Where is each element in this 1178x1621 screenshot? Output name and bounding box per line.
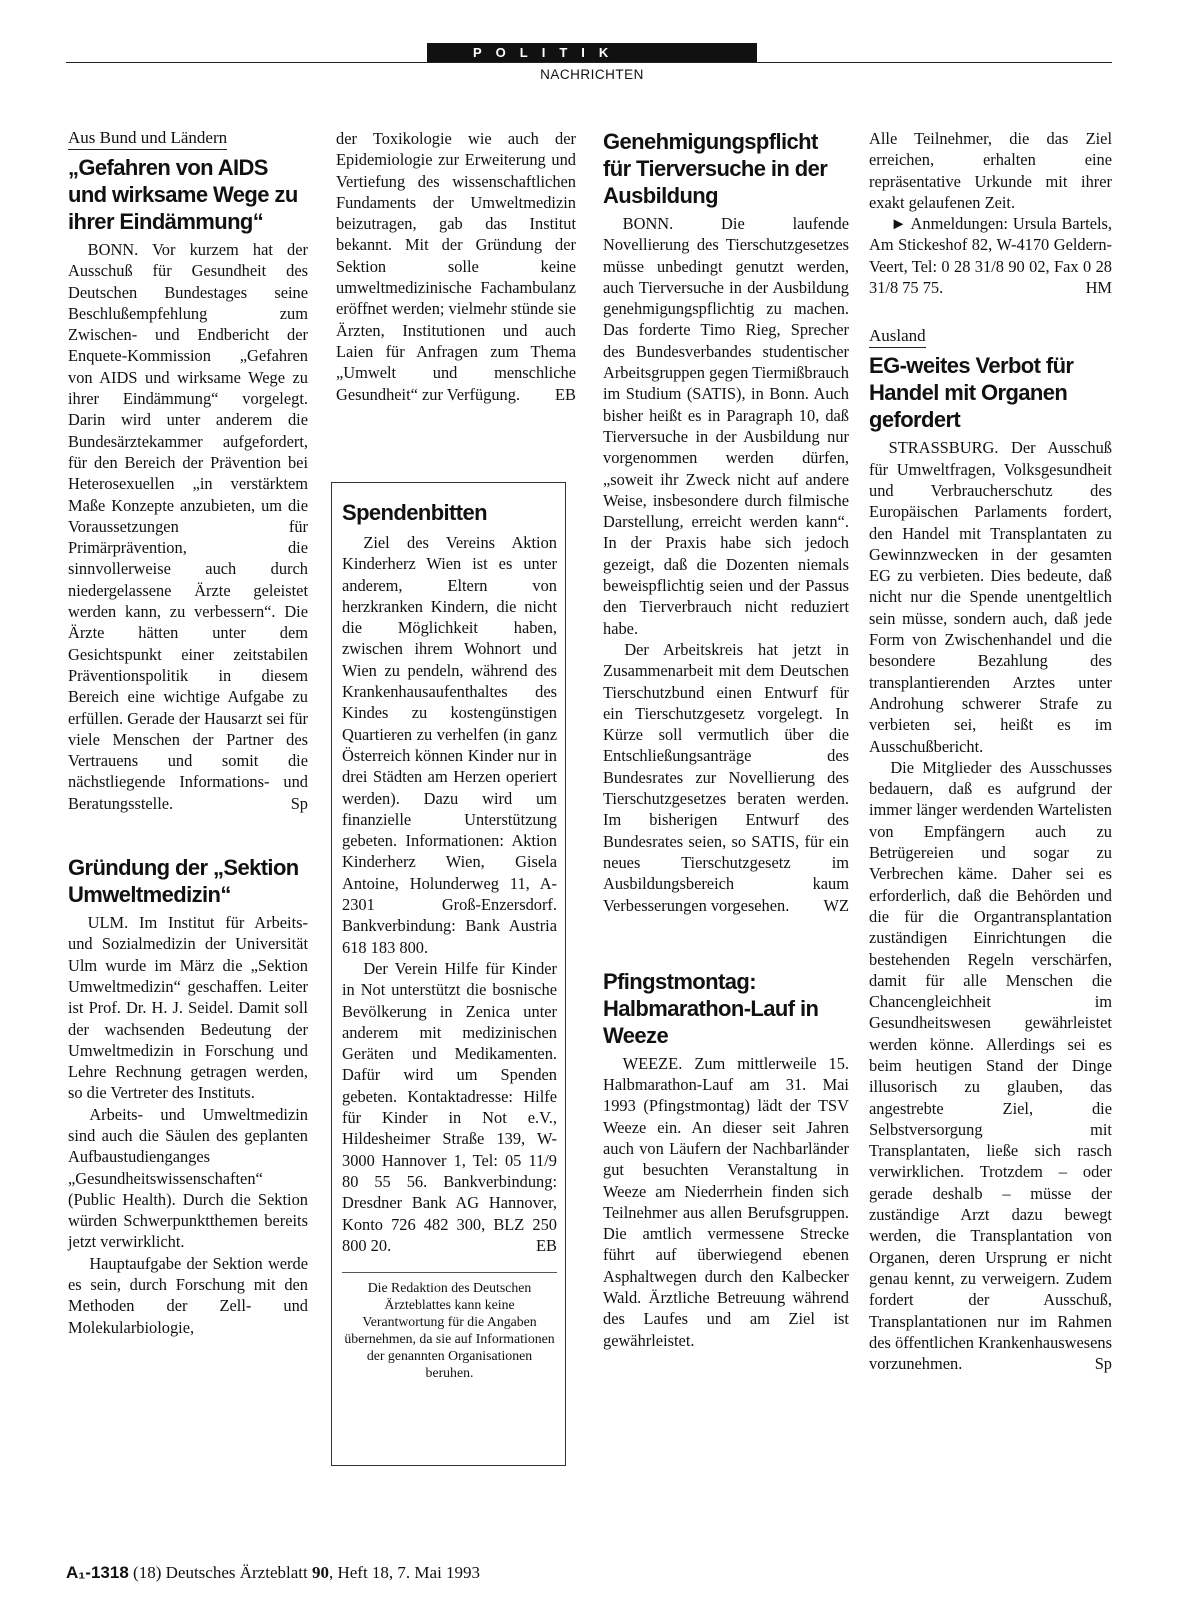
paragraph-pfingst-1: WEEZE. Zum mittlerweile 15. Halbmarathon-Lauf am 31. Mai 1993 (Pfingstmontag) lädt der TSV Weeze ein. An dieser seit Jahren auch von Läufern der Nachbarländer gut besuchten Veranstaltung in Weeze am Niederrhein finden sich Teilnehmer aus allen Berufsgruppen. Die amtlich vermessene Strecke führt auf überwiegend ebenen Asphaltwegen durch den Kalbecker Wald. Ärztliche Betreuung während des Laufes und am Ziel ist gewährleistet.	[603, 1053, 849, 1350]
signature-pfingst: HM	[1085, 278, 1112, 298]
box-spendenbitten	[331, 482, 566, 1466]
paragraph-spenden-2: Der Verein Hilfe für Kinder in Not unterstützt die bosnische Bevölkerung in Zenica unter anderem mit medizinischen Geräten und Medikamenten. Dafür wird um Spenden gebeten. Kontaktadresse: Hilfe für Kinder in Not e.V., Hildesheimer Straße 139, W-3000 Hannover 1, Tel: 05 11/9 80 55 56. Bankverbindung: Dresdner Bank AG Hannover, Konto 726 482 300, BLZ 250 800 20. EB	[342, 958, 557, 1255]
headline-organe: EG-weites Verbot für Handel mit Organen gefordert	[869, 353, 1074, 433]
column-2	[336, 128, 576, 405]
page-id: A₁-1318	[66, 1563, 129, 1582]
paragraph-umwelt-1: ULM. Im Institut für Arbeits- und Sozialmedizin der Universität Ulm wurde im März die „Sektion Umweltmedizin“ geschaffen. Leiter ist Prof. Dr. H. J. Seidel. Damit soll der wachsenden Bedeutung der Umweltmedizin in Forschung und Lehre Rechnung getragen werden, so die Vertreter des Instituts.	[68, 913, 308, 1103]
kicker-ausland: Ausland	[869, 326, 926, 348]
paragraph-aids-1: BONN. Vor kurzem hat der Ausschuß für Gesundheit des Deutschen Bundestages seine Beschlußempfehlung zum Zwischen- und Endbericht der Enquete-Kommission „Gefahren von AIDS und wirksame Wege zu ihrer Eindämmung“ vorgelegt. Darin wird unter anderem die Bundesärztekammer aufgefordert, für den Bereich der Prävention bei Heterosexuellen „in verstärktem Maße Konzepte anzubieten, um die Voraussetzungen für Primärprävention, die sinnvollerweise auch durch niedergelassene Ärzte geleistet werden kann, zu verbessern“. Die Ärzte hätten unter dem Gesichtspunkt einer zeitstabilen Präventionspolitik in diesem Bereich eine wichtige Aufgabe zu erfüllen. Gerade der Hausarzt sei für viele Menschen der Partner des Vertrauens und somit die nächstliegende Informations- und Beratungsstelle. Sp	[68, 240, 308, 813]
section-bar: POLITIK	[427, 43, 757, 63]
paragraph-organe-1: STRASSBURG. Der Ausschuß für Umweltfragen, Volksgesundheit und Verbraucherschutz des Europäischen Parlaments fordert, den Handel mit Transplantaten zu Gewinnzwecken in der gesamten EG zu verbieten. Dies bedeute, daß nicht nur die Spende unentgeltlich sein müsse, sondern auch, daß jede Form von Zwischenhandel und die besondere Bezahlung des transplantierenden Arztes unter Androhung schwerer Strafe zu verbieten sei, heißt es im Ausschußbericht.	[869, 438, 1112, 756]
paragraph-pfingst-3: ► Anmeldungen: Ursula Bartels, Am Stickeshof 82, W-4170 Geldern-Veert, Tel: 0 28 31/8 90 02, Fax 0 28 31/8 75 75. HM	[869, 214, 1112, 298]
signature-tier: WZ	[823, 895, 849, 915]
headline-spenden: Spendenbitten	[342, 500, 487, 525]
headline-tierversuche: Genehmigungspflicht für Tierversuche in der Ausbildung	[603, 129, 828, 208]
headline-aids: „Gefahren von AIDS und wirksame Wege zu ihrer Eindämmung“	[68, 155, 298, 234]
top-rule	[66, 62, 1112, 63]
paragraph-tier-1: BONN. Die laufende Novellierung des Tierschutzgesetzes müsse unbedingt genutzt werden, auch Tierversuche in der Ausbildung genehmigungspflichtig zu machen. Das forderte Timo Rieg, Sprecher des Bundesverbandes studentischer Arbeitsgruppen gegen Tiermißbrauch im Studium (SATIS), in Bonn. Auch bisher heißt es in Paragraph 10, daß Tierversuche in der Ausbildung nur vorgenommen werden dürfen, „soweit ihr Zweck nicht auf andere Weise, insbesondere durch filmische Darstellung, erreicht werden kann“. In der Praxis habe sich jedoch gezeigt, daß die Dozenten niemals beweispflichtig seien und der Passus den Tierverbrauch nicht reduziert habe.	[603, 214, 849, 638]
kicker-aids: Aus Bund und Ländern	[68, 128, 227, 150]
paragraph-umwelt-3: Hauptaufgabe der Sektion werde es sein, durch Forschung mit den Methoden der Zell- und Molekularbiologie,	[68, 1253, 308, 1337]
signature-umwelt: EB	[555, 384, 576, 404]
column-1	[68, 128, 308, 1338]
paragraph-umwelt-2: Arbeits- und Umweltmedizin sind auch die Säulen des geplanten Aufbaustudienganges „Gesundheitswissenschaften“ (Public Health). Durch die Sektion würden Schwerpunktthemen bereits jetzt verwirklicht.	[68, 1104, 308, 1252]
disclaimer: Die Redaktion des Deutschen Ärzteblattes kann keine Verantwortung für die Angaben übernehmen, da sie auf Informationen der genannten Organisationen beruhen.	[342, 1272, 557, 1381]
paragraph-tier-2: Der Arbeitskreis hat jetzt in Zusammenarbeit mit dem Deutschen Tierschutzbund einen Entwurf für ein Tierschutzgesetz vorgelegt. In Kürze soll vermutlich über die Entschließungsanträge des Bundesrates zur Novellierung des Tierschutzgesetzes beraten werden. Im bisherigen Entwurf des Bundesrates seien, so SATIS, für ein neues Tierschutzgesetz im Ausbildungsbereich kaum Verbesserungen vorgesehen. WZ	[603, 639, 849, 915]
paragraph-organe-2: Die Mitglieder des Ausschusses bedauern, daß es aufgrund der immer länger werdenden Wartelisten von Empfängern auch zu Betrügereien und sogar zu Verbrechen käme. Daher sei es erforderlich, daß die Behörden und die für die Organtransplantation zuständigen Einrichtungen die bestehenden Regeln verschärfen, damit für alle Menschen die Chancengleichheit im Gesundheitswesen gewährleistet werden könne. Allerdings sei es beim heutigen Stand der Dinge illusorisch zu glauben, das angestrebte Ziel, die Selbstversorgung mit Transplantaten, ließe sich rasch verwirklichen. Trotzdem – oder gerade deshalb – müsse der zuständige Arzt dazu bewegt werden, die Transplantation von Organen, deren Ursprung er nicht genau kennt, zu verweigern. Zudem fordert der Ausschuß, Transplantationen nur im Rahmen des öffentlichen Krankenhauswesens vorzunehmen. Sp	[869, 757, 1112, 1374]
headline-umwelt: Gründung der „Sektion Umweltmedizin“	[68, 855, 299, 908]
citation-suffix: , Heft 18, 7. Mai 1993	[328, 1563, 481, 1582]
paragraph-spenden-1: Ziel des Vereins Aktion Kinderherz Wien ist es unter anderem, Eltern von herzkranken Kindern, die nicht die Möglichkeit haben, zwischen ihrem Wohnort und Wien zu pendeln, während des Krankenhausaufenthaltes des Kindes zu kostengünstigen Quartieren zu verhelfen (in ganz Österreich können Kinder nur in drei Städten am Herzen operiert werden). Dazu wird um finanzielle Unterstützung gebeten. Informationen: Aktion Kinderherz Wien, Gisela Antoine, Holunderweg 11, A-2301 Groß-Enzersdorf. Bankverbindung: Bank Austria 618 183 800.	[342, 533, 557, 957]
column-4	[869, 128, 1112, 1374]
headline-pfingstmontag: Pfingstmontag: Halbmarathon-Lauf in Weeze	[603, 968, 819, 1048]
column-3	[603, 128, 849, 1351]
paragraph-umwelt-4: der Toxikologie wie auch der Epidemiologie zur Erweiterung und Vertiefung des wissenschaftlichen Fundaments der Umweltmedizin beizutragen, gab das Institut bekannt. Mit der Gründung der Sektion solle keine umweltmedizinische Fachambulanz eröffnet werden; vielmehr stünde sie Ärzten, Institutionen und auch Laien für Anfragen zum Thema „Umwelt und menschliche Gesundheit“ zur Verfügung. EB	[336, 129, 577, 404]
paragraph-pfingst-2: Alle Teilnehmer, die das Ziel erreichen, erhalten eine repräsentative Urkunde mit ihrer exakt gelaufenen Zeit.	[869, 129, 1112, 212]
subsection-label: NACHRICHTEN	[540, 67, 644, 82]
signature-aids: Sp	[290, 793, 308, 813]
page-footer	[66, 1563, 480, 1583]
signature-spenden: EB	[536, 1235, 557, 1255]
volume: 90	[311, 1563, 329, 1582]
citation-prefix: (18) Deutsches Ärzteblatt	[133, 1563, 308, 1582]
signature-organe: Sp	[1094, 1354, 1112, 1374]
